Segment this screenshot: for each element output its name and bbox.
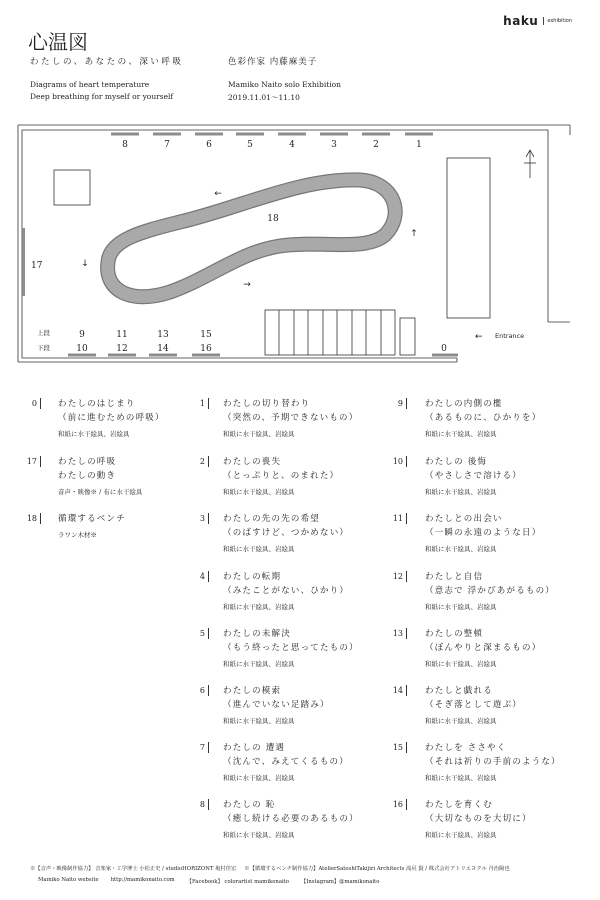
work-number: 12 [392, 571, 407, 582]
plan-number-6: 6 [206, 140, 212, 150]
plan-number-18: 18 [267, 214, 279, 224]
credits-line [30, 864, 510, 872]
work-title: わたしの 後悔 [425, 457, 488, 467]
plan-number-7: 7 [164, 140, 170, 150]
work-title: わたしの模索 [223, 686, 282, 696]
work-title: わたしと自信 [425, 572, 484, 582]
work-item [0, 455, 600, 507]
work-number: 1 [194, 398, 209, 409]
work-title-line: （それは祈りの手前のような） [425, 757, 561, 767]
lower-row-label: 下段 [37, 344, 50, 352]
work-title-line: （のばすけど、つかめない） [223, 528, 350, 538]
work-title: わたしと戯れる [425, 686, 493, 696]
plan-number-8: 8 [122, 140, 128, 150]
flow-arrow-right: → [243, 280, 251, 290]
work-number: 7 [194, 742, 209, 753]
work-title-line: （そぎ落として遊ぶ） [425, 700, 523, 710]
work-text [425, 570, 555, 612]
work-material: 和紙に水干絵具、岩絵具 [223, 603, 295, 611]
brand-separator [543, 17, 544, 25]
plan-number-1: 1 [416, 140, 422, 150]
plan-number-5: 5 [247, 140, 253, 150]
work-material: 和紙に水干絵具、岩絵具 [223, 717, 295, 725]
work-number: 13 [392, 628, 407, 639]
work-number: 4 [194, 571, 209, 582]
credit-bench: ※【循環するベンチ制作協力】AtelierSatoshiTakijiri Architects 滝尻 賢 / 株式会社アトリエヨクル 丹治陽也 [244, 866, 510, 872]
brand-name: haku [503, 14, 539, 28]
work-title: わたしの 恥 [223, 800, 276, 810]
plan-number-16: 16 [200, 344, 212, 354]
brand-subtitle: exhibition [547, 18, 572, 24]
work-title: わたしの呼吸 [58, 457, 117, 467]
work-number: 6 [194, 685, 209, 696]
work-number: 14 [392, 685, 407, 696]
brand-logo [503, 14, 572, 28]
plan-number-12: 12 [116, 344, 128, 354]
work-title: わたしの未解決 [223, 629, 291, 639]
work-number: 11 [392, 513, 407, 524]
artwork-mark-17 [22, 228, 25, 296]
work-title-line: （ぼんやりと深まるもの） [425, 643, 542, 653]
work-title: わたしの内側の檻 [425, 399, 503, 409]
work-title-line: （大切なものを大切に） [425, 814, 532, 824]
work-title-line: （進んでいない足踏み） [223, 700, 330, 710]
work-item [0, 741, 600, 793]
work-text [425, 512, 541, 554]
work-material: 和紙に水干絵具、岩絵具 [425, 717, 497, 725]
work-title: わたしを ささやく [425, 743, 507, 753]
work-text [425, 798, 532, 840]
plan-number-3: 3 [331, 140, 337, 150]
work-item [0, 570, 600, 622]
work-title: わたしとの出会い [425, 514, 503, 524]
work-title-line: （意志で 浮かびあがるもの） [425, 586, 556, 596]
work-item [0, 798, 600, 850]
entrance-label: Entrance [495, 332, 525, 340]
work-title: 循環するベンチ [58, 514, 126, 524]
work-text [425, 684, 522, 726]
right-partition [447, 158, 490, 318]
plan-number-2: 2 [373, 140, 379, 150]
work-title-line: （癒し続ける必要のあるもの） [223, 814, 359, 824]
plan-number-10: 10 [76, 344, 88, 354]
work-number: 3 [194, 513, 209, 524]
work-number: 17 [26, 456, 41, 467]
work-text [425, 455, 522, 497]
work-title: わたしの切り替わり [223, 399, 311, 409]
work-material: 和紙に水干絵具、岩絵具 [425, 831, 497, 839]
work-title: わたしの先の先の希望 [223, 514, 321, 524]
work-number: 2 [194, 456, 209, 467]
work-material: 和紙に水干絵具、岩絵具 [223, 430, 295, 438]
plan-number-4: 4 [289, 140, 295, 150]
work-title: わたしを育くむ [425, 800, 493, 810]
work-material: 和紙に水干絵具、岩絵具 [223, 660, 295, 668]
work-title-line: わたしの動き [58, 471, 117, 481]
work-text [425, 741, 561, 783]
work-title-line: （もう終ったと思ってたもの） [223, 643, 359, 653]
panel-group [265, 310, 395, 355]
plan-number-13: 13 [157, 330, 169, 340]
subtitle-jp: わたしの、あなたの、深い呼吸 [30, 57, 184, 67]
work-item [0, 684, 600, 736]
work-material: 和紙に水干絵具、岩絵具 [223, 831, 295, 839]
work-title-line: （やさしさで溶ける） [425, 471, 523, 481]
work-title: わたしのはじまり [58, 399, 136, 409]
flow-arrow-down: ↓ [81, 259, 89, 269]
work-title-line: （とっぷりと、のまれた） [223, 471, 340, 481]
work-number: 16 [392, 799, 407, 810]
facebook-handle: 【Facebook】 colorartist mamikonaito [186, 879, 289, 885]
work-number: 9 [392, 398, 407, 409]
work-title: わたしの 遭遇 [223, 743, 286, 753]
exhibition-dates: 2019.11.01〜11.10 [228, 93, 300, 102]
work-material: 和紙に水干絵具、岩絵具 [425, 774, 497, 782]
floor-plan [0, 110, 600, 370]
plan-number-9: 9 [79, 330, 85, 340]
plan-number-15: 15 [200, 330, 212, 340]
website-url: http://mamikonaito.com [110, 877, 175, 883]
pillar-square [54, 170, 90, 205]
instagram-handle: 【Instagram】@mamikonaito [301, 879, 380, 885]
plan-number-14: 14 [157, 344, 169, 354]
work-material: 和紙に水干絵具、岩絵具 [223, 488, 295, 496]
work-title: わたしの喪失 [223, 457, 282, 467]
plan-number-11: 11 [116, 330, 128, 340]
work-text [425, 627, 541, 669]
upper-row-label: 上段 [37, 329, 50, 337]
work-number: 0 [26, 398, 41, 409]
flow-arrow-left: ← [214, 189, 222, 199]
plan-number-0: 0 [441, 344, 447, 354]
work-title-line: （あるものに、ひかりを） [425, 413, 542, 423]
small-cabinet [400, 318, 415, 355]
credit-av: ※【音声・映像制作協力】 音楽家・工学博士 小松正史 / studioHORIZONT 亀村佳宏 [30, 866, 237, 872]
work-number: 18 [26, 513, 41, 524]
work-title-line: （前に進むための呼吸） [58, 413, 165, 423]
work-material: 和紙に水干絵具、岩絵具 [223, 774, 295, 782]
work-material: ラワン木材※ [58, 531, 97, 539]
work-material: 和紙に水干絵具、岩絵具 [58, 430, 130, 438]
flow-arrow-up: ↑ [410, 229, 418, 239]
work-title: わたしの整頓 [425, 629, 484, 639]
artist-en: Mamiko Naito solo Exhibition [228, 80, 342, 89]
website-label: Mamiko Naito website [38, 877, 99, 883]
work-title-line: （突然の、予期できないもの） [223, 413, 359, 423]
work-number: 5 [194, 628, 209, 639]
page-title: 心温図 [28, 30, 88, 54]
links-line [38, 877, 379, 885]
work-text [425, 397, 541, 439]
work-material: 和紙に水干絵具、岩絵具 [425, 488, 497, 496]
work-number: 8 [194, 799, 209, 810]
work-material: 和紙に水干絵具、岩絵具 [425, 430, 497, 438]
work-material: 和紙に水干絵具、岩絵具 [223, 545, 295, 553]
subtitle-en-2: Deep breathing for myself or yourself [30, 92, 174, 101]
artist-jp: 色彩作家 内藤麻美子 [228, 57, 318, 67]
work-material: 和紙に水干絵具、岩絵具 [425, 545, 497, 553]
work-number: 10 [392, 456, 407, 467]
work-item [0, 627, 600, 679]
subtitle-en-1: Diagrams of heart temperature [30, 80, 150, 89]
entrance-arrow: ← [475, 332, 483, 342]
work-material: 和紙に水干絵具、岩絵具 [425, 603, 497, 611]
work-item [0, 397, 600, 449]
plan-number-17: 17 [31, 261, 43, 271]
work-number: 15 [392, 742, 407, 753]
bench [108, 180, 396, 297]
work-title-line: （一瞬の永遠のような日） [425, 528, 542, 538]
work-title-line: （みたことがない、ひかり） [223, 586, 350, 596]
work-material: 和紙に水干絵具、岩絵具 [425, 660, 497, 668]
work-material: 音声・映像※ / 布に水干絵具 [58, 488, 143, 496]
work-item [0, 512, 600, 564]
work-title: わたしの転期 [223, 572, 282, 582]
work-title-line: （沈んで、みえてくるもの） [223, 757, 349, 767]
